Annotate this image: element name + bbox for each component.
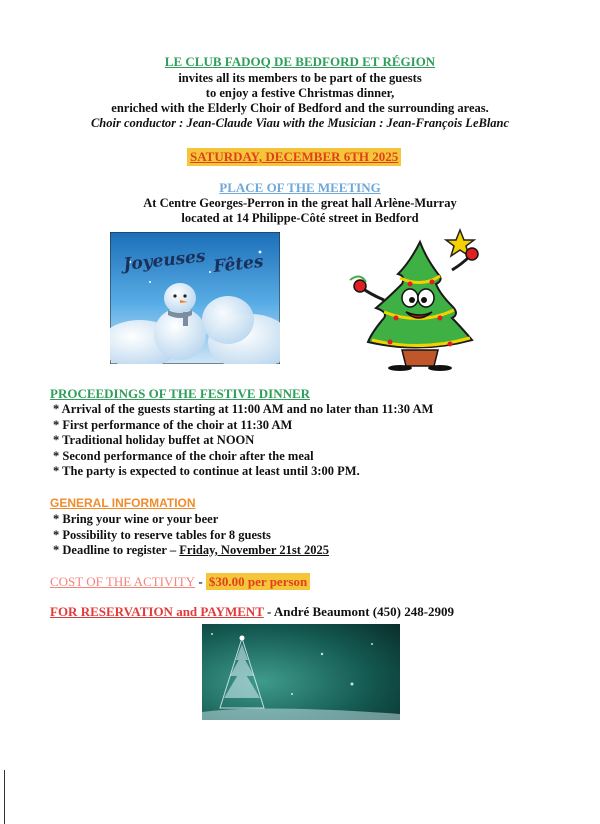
- cost-line: [50, 574, 310, 590]
- intro-line-1: invites all its members to be part of the guests: [178, 71, 422, 85]
- general-info-title: GENERAL INFORMATION: [50, 496, 196, 510]
- intro-line-4: Choir conductor : Jean-Claude Viau with the Musician : Jean-François LeBlanc: [90, 116, 510, 130]
- sparkle-tree-image: [202, 624, 400, 720]
- sparkle-tree-icon: [202, 624, 400, 720]
- page-title: LE CLUB FADOQ DE BEDFORD ET RÉGION: [164, 54, 436, 69]
- list-item: * The party is expected to continue at least until 3:00 PM.: [53, 464, 360, 478]
- proceedings-list: [53, 402, 433, 480]
- meeting-address: [0, 196, 600, 226]
- cost-value: $30.00 per person: [206, 573, 310, 590]
- reservation-separator: -: [263, 604, 274, 619]
- list-item: [53, 543, 329, 559]
- christmas-tree-cartoon: [340, 222, 500, 372]
- deadline-label: * Deadline to register –: [53, 543, 180, 557]
- list-item: * Bring your wine or your beer: [53, 512, 219, 526]
- meeting-line-1: At Centre Georges-Perron in the great hall Arlène-Murray: [143, 196, 457, 210]
- list-item: * Traditional holiday buffet at NOON: [53, 433, 255, 447]
- cost-separator: -: [195, 574, 206, 589]
- list-item: * First performance of the choir at 11:30 AM: [53, 417, 293, 432]
- proceedings-title: PROCEEDINGS OF THE FESTIVE DINNER: [50, 386, 311, 401]
- greeting-text-1: Joyeuses: [122, 246, 207, 275]
- list-item: * Arrival of the guests starting at 11:00 AM and no later than 11:30 AM: [53, 402, 434, 416]
- tree-icon: [340, 222, 500, 372]
- meeting-line-2: located at 14 Philippe-Côté street in Bedford: [181, 211, 419, 225]
- greeting-text-2: Fêtes: [212, 251, 265, 277]
- reservation-line: [50, 604, 454, 620]
- event-date: SATURDAY, DECEMBER 6TH 2025: [187, 148, 401, 166]
- meeting-title: PLACE OF THE MEETING: [219, 180, 381, 195]
- deadline-date: Friday, November 21st 2025: [179, 543, 330, 557]
- list-item: * Possibility to reserve tables for 8 guests: [53, 527, 271, 542]
- cost-label: COST OF THE ACTIVITY: [50, 574, 196, 589]
- intro-block: [0, 71, 600, 131]
- reservation-contact: André Beaumont (450) 248-2909: [273, 604, 455, 619]
- intro-line-2: to enjoy a festive Christmas dinner,: [205, 86, 395, 100]
- snowman-illustration: [110, 232, 280, 364]
- intro-line-3: enriched with the Elderly Choir of Bedford and the surrounding areas.: [111, 101, 489, 115]
- reservation-label: FOR RESERVATION and PAYMENT: [50, 604, 264, 619]
- greeting-card-image: [110, 232, 280, 364]
- general-info-list: [53, 512, 329, 559]
- list-item: * Second performance of the choir after the meal: [53, 448, 314, 463]
- scan-edge-line: [4, 770, 5, 824]
